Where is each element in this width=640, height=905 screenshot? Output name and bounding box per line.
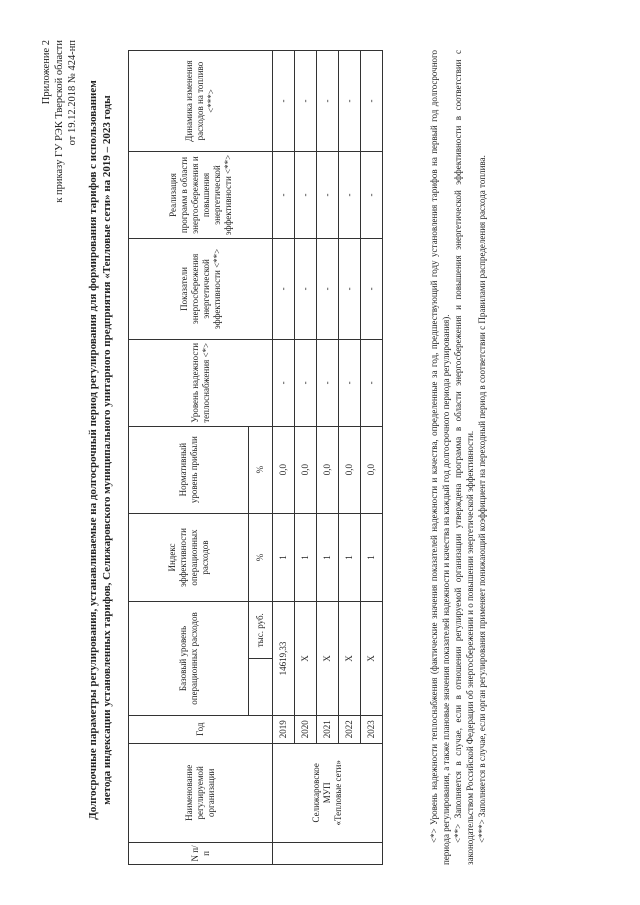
- footnote-energy-saving: <**> Заполняется в случае, если в отношении регулируемой организации утверждена программа в области энергосбережения и повышения энергетической эффективности в соответствии с законодательством Российской Федерации об энергосбережении и о повышении энергетической эффективности.: [453, 50, 475, 865]
- header-fuel-dynamics: Динамика изменения расходов на топливо <***>: [129, 51, 273, 152]
- cell-year: 2023: [361, 715, 383, 743]
- cell-efficiency-index: 1: [317, 513, 339, 602]
- parameters-table: [128, 50, 383, 865]
- cell-programs: -: [273, 152, 295, 239]
- units-spacer: [249, 659, 273, 716]
- document-title-line-1: Долгосрочные параметры регулирования, устанавливаемые на долгосрочный период регулирования для формирования тарифов с использованием: [87, 80, 99, 820]
- row-number-cell: [273, 842, 383, 864]
- organization-name-line-3: «Тепловые сети»: [333, 760, 343, 826]
- cell-energy-saving: -: [273, 238, 295, 339]
- cell-energy-saving: -: [295, 238, 317, 339]
- cell-base-opex: X: [317, 602, 339, 715]
- cell-profit-level: 0,0: [317, 426, 339, 513]
- cell-reliability: -: [339, 339, 361, 426]
- cell-reliability: -: [317, 339, 339, 426]
- header-efficiency-index: Индекс эффективности операционных расходов: [129, 513, 249, 602]
- cell-energy-saving: -: [339, 238, 361, 339]
- units-efficiency-index: %: [249, 513, 273, 602]
- cell-energy-saving: -: [317, 238, 339, 339]
- organization-name-line-2: МУП: [322, 782, 332, 804]
- appendix-order-reference: к приказу ГУ РЭК Тверской области: [54, 40, 65, 203]
- header-programs: Реализация программ в области энергосбережения и повышения энергетической эффективности <**>: [129, 152, 273, 239]
- cell-reliability: -: [361, 339, 383, 426]
- footnote-reliability: <*> Уровень надежности теплоснабжения (фактические значения показателей надежности и качества, определенные за год, предшествующий году установления тарифов на первый год долгосрочного периода регулирования, а также плановые значения показателей надежности и качества на каждый год долгосрочного периода регулирования).: [429, 50, 451, 865]
- table-row: [361, 51, 383, 865]
- organization-name-line-1: Селижаровское: [311, 763, 321, 823]
- header-base-opex: Базовый уровень операционных расходов: [129, 602, 249, 715]
- cell-programs: -: [295, 152, 317, 239]
- organization-name-cell: [273, 743, 383, 842]
- cell-base-opex: X: [295, 602, 317, 715]
- cell-efficiency-index: 1: [339, 513, 361, 602]
- cell-fuel-dynamics: -: [295, 51, 317, 152]
- header-year: Год: [129, 715, 273, 743]
- cell-year: 2019: [273, 715, 295, 743]
- cell-profit-level: 0,0: [339, 426, 361, 513]
- appendix-order-date: от 19.12.2018 № 424-нп: [67, 40, 78, 146]
- cell-fuel-dynamics: -: [273, 51, 295, 152]
- table-row: [339, 51, 361, 865]
- footnotes: [428, 50, 488, 865]
- header-reliability: Уровень надежности теплоснабжения <*>: [129, 339, 273, 426]
- cell-fuel-dynamics: -: [317, 51, 339, 152]
- table-row: [317, 51, 339, 865]
- document-title-line-2: метода индексации установленных тарифов, Селижаровского муниципального унитарного предприятия «Тепловые сети» на 2019 – 2023 годы: [101, 95, 113, 805]
- appendix-number: Приложение 2: [41, 40, 52, 105]
- cell-programs: -: [339, 152, 361, 239]
- header-num: N п/п: [129, 842, 273, 864]
- table-row: [295, 51, 317, 865]
- cell-energy-saving: -: [361, 238, 383, 339]
- cell-efficiency-index: 1: [273, 513, 295, 602]
- cell-year: 2021: [317, 715, 339, 743]
- units-base-opex: тыс. руб.: [249, 602, 273, 659]
- document-title: [86, 55, 114, 845]
- cell-reliability: -: [295, 339, 317, 426]
- units-profit-level: %: [249, 426, 273, 513]
- cell-programs: -: [317, 152, 339, 239]
- cell-year: 2020: [295, 715, 317, 743]
- cell-fuel-dynamics: -: [361, 51, 383, 152]
- cell-programs: -: [361, 152, 383, 239]
- header-energy-saving: Показатели энергосбережения энергетической эффективности <**>: [129, 238, 273, 339]
- footnote-fuel: <***> Заполняется в случае, если орган регулирования применяет понижающий коэффициент на переходный период в соответствии с Правилами распределения расхода топлива.: [477, 155, 487, 843]
- appendix-header: [40, 40, 79, 203]
- cell-efficiency-index: 1: [295, 513, 317, 602]
- cell-efficiency-index: 1: [361, 513, 383, 602]
- cell-profit-level: 0,0: [295, 426, 317, 513]
- cell-reliability: -: [273, 339, 295, 426]
- cell-year: 2022: [339, 715, 361, 743]
- cell-profit-level: 0,0: [361, 426, 383, 513]
- header-profit-level: Нормативный уровень прибыли: [129, 426, 249, 513]
- header-organization: Наименование регулируемой организации: [129, 743, 273, 842]
- cell-base-opex: X: [339, 602, 361, 715]
- cell-fuel-dynamics: -: [339, 51, 361, 152]
- table-row: [273, 51, 295, 865]
- cell-base-opex: X: [361, 602, 383, 715]
- table-header-row: [129, 51, 249, 865]
- cell-base-opex: 14619,33: [273, 602, 295, 715]
- cell-profit-level: 0,0: [273, 426, 295, 513]
